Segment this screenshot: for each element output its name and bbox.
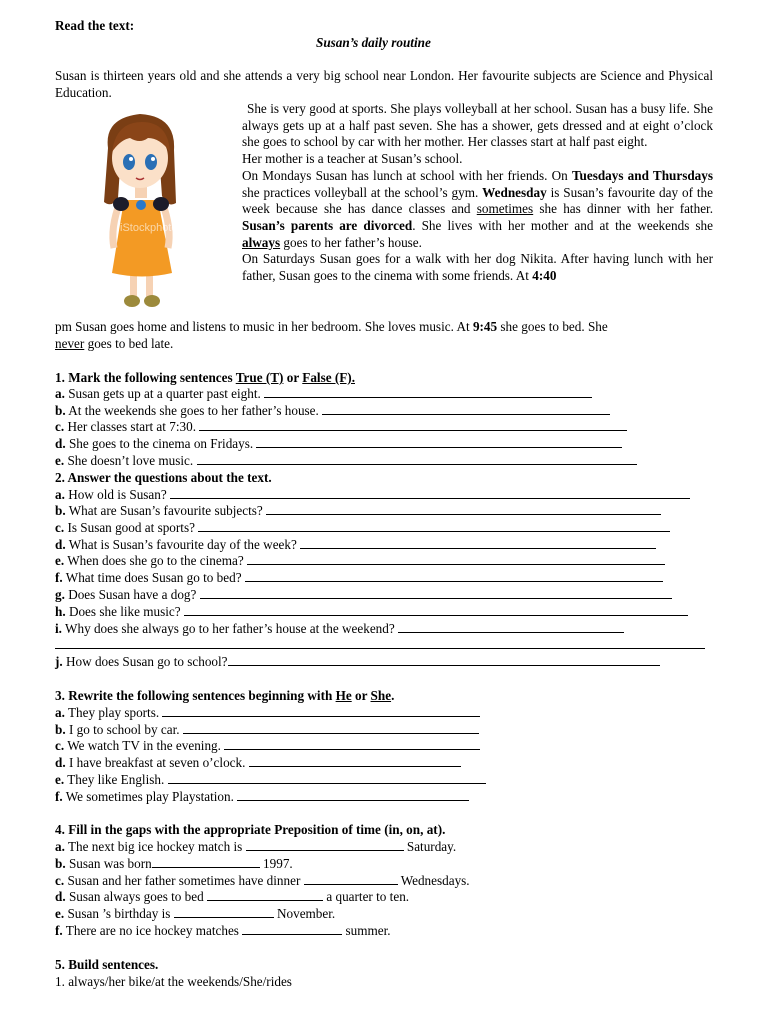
gap-blank[interactable] (304, 873, 398, 885)
ex4-item-e: e. Susan ’s birthday is November. (55, 906, 336, 921)
ex3-item-f: f. We sometimes play Playstation. (55, 789, 469, 805)
ex2-item-e: e. When does she go to the cinema? (55, 553, 665, 569)
ex3-item-d: d. I have breakfast at seven o’clock. (55, 755, 461, 771)
ex3-item-c: c. We watch TV in the evening. (55, 738, 480, 754)
ex2-item-c: c. Is Susan good at sports? (55, 520, 670, 536)
answer-blank[interactable] (398, 621, 624, 633)
ex4-item-a: a. The next big ice hockey match is Saturday. (55, 839, 457, 854)
answer-blank[interactable] (256, 436, 622, 448)
paragraph-intro (55, 68, 713, 101)
answer-blank[interactable] (199, 419, 627, 431)
ex2-item-b: b. What are Susan’s favourite subjects? (55, 503, 661, 519)
ex1-item-b: b. At the weekends she goes to her father’s house. (55, 403, 610, 419)
exercise-2-title: 2. Answer the questions about the text. (55, 470, 272, 485)
exercise-1-title: 1. Mark the following sentences True (T) or False (F). (55, 370, 355, 385)
paragraph-sports: She is very good at sports. She plays volleyball at her school. Susan has a busy life. She always gets up at a half past seven. She has a shower, gets dressed and at eight o’clock she goes to school by car with her mother. Her classes start at half past eight. (242, 101, 713, 150)
answer-blank[interactable] (198, 520, 670, 532)
ex3-item-b: b. I go to school by car. (55, 722, 479, 738)
ex4-item-f: f. There are no ice hockey matches summer. (55, 923, 391, 938)
page-title: Susan’s daily routine (316, 35, 431, 50)
answer-blank[interactable] (245, 570, 663, 582)
ex2-item-i: i. Why does she always go to her father’s house at the weekend? (55, 621, 624, 637)
answer-blank[interactable] (200, 587, 672, 599)
watermark-text: iStockphoto (120, 222, 178, 234)
exercise-5-title: 5. Build sentences. (55, 957, 159, 972)
paragraph-evening-end: never goes to bed late. (55, 336, 174, 351)
paragraph-intro-text: Susan is thirteen years old and she attends a very big school near London. Her favourite subjects are Science and Physical Education. (55, 68, 713, 100)
answer-blank[interactable] (168, 772, 486, 784)
answer-blank[interactable] (322, 403, 610, 415)
ex2-item-a: a. How old is Susan? (55, 487, 690, 503)
ex1-item-a: a. Susan gets up at a quarter past eight. (55, 386, 592, 402)
answer-blank[interactable] (237, 789, 469, 801)
paragraph-weekdays: On Mondays Susan has lunch at school with her friends. On Tuesdays and Thursdays she practices volleyball at the school’s gym. Wednesday is Susan’s favourite day of the week because she has dance classes and sometimes she has dinner with her father. Susan’s parents are divorced. She lives with her mother and at the weekends she always goes to her father’s house. (242, 167, 714, 250)
girl-illustration (90, 108, 190, 313)
paragraph-evening-line: pm Susan goes home and listens to music in her bedroom. She loves music. At 9:45 she goes to bed. She (55, 319, 608, 334)
ex3-item-e: e. They like English. (55, 772, 486, 788)
paragraph-saturdays: On Saturdays Susan goes for a walk with her dog Nikita. After having lunch with her father, Susan goes to the cinema with some friends. At 4:40 (242, 251, 713, 284)
ex1-item-e: e. She doesn’t love music. (55, 453, 637, 469)
ex4-item-c: c. Susan and her father sometimes have dinner Wednesdays. (55, 873, 470, 888)
ex2-item-h: h. Does she like music? (55, 604, 688, 620)
answer-blank[interactable] (266, 503, 661, 515)
answer-blank[interactable] (170, 487, 690, 499)
ex2-item-g: g. Does Susan have a dog? (55, 587, 672, 603)
exercise-4-title: 4. Fill in the gaps with the appropriate Preposition of time (in, on, at). (55, 822, 446, 837)
paragraph-mother: Her mother is a teacher at Susan’s school. (242, 151, 463, 167)
answer-blank[interactable] (162, 705, 480, 717)
answer-blank[interactable] (300, 537, 656, 549)
answer-blank[interactable] (249, 755, 461, 767)
answer-blank[interactable] (197, 453, 637, 465)
ex2-item-f: f. What time does Susan go to bed? (55, 570, 663, 586)
ex2-item-d: d. What is Susan’s favourite day of the week? (55, 537, 656, 553)
ex1-item-d: d. She goes to the cinema on Fridays. (55, 436, 622, 452)
ex2-item-j: j. How does Susan go to school? (55, 654, 660, 670)
ex4-item-d: d. Susan always goes to bed a quarter to ten. (55, 889, 410, 904)
gap-blank[interactable] (246, 839, 404, 851)
read-the-text-heading: Read the text: (55, 18, 135, 33)
gap-blank[interactable] (242, 923, 342, 935)
ex5-item-1: 1. always/her bike/at the weekends/She/rides (55, 974, 292, 989)
answer-blank[interactable] (264, 386, 592, 398)
ex3-item-a: a. They play sports. (55, 705, 480, 721)
answer-blank[interactable] (228, 654, 660, 666)
gap-blank[interactable] (174, 906, 274, 918)
ex1-item-c: c. Her classes start at 7:30. (55, 419, 627, 435)
answer-line-extra[interactable] (55, 648, 705, 649)
answer-blank[interactable] (183, 722, 479, 734)
text-right-column (242, 101, 713, 285)
gap-blank[interactable] (152, 856, 260, 868)
gap-blank[interactable] (207, 889, 323, 901)
ex4-item-b: b. Susan was born 1997. (55, 856, 293, 871)
answer-blank[interactable] (224, 738, 480, 750)
answer-blank[interactable] (184, 604, 688, 616)
exercise-3-title: 3. Rewrite the following sentences beginning with He or She. (55, 688, 395, 703)
answer-blank[interactable] (247, 553, 665, 565)
